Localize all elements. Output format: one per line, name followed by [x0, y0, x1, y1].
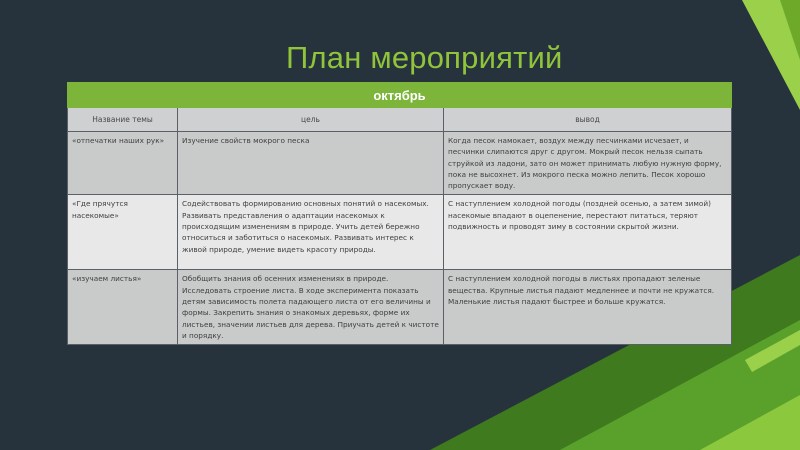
month-header: октябрь: [68, 83, 732, 108]
table-row: [68, 195, 732, 270]
row-conclusion: Когда песок намокает, воздух между песчинками исчезает, и песчинки слипаются друг с другом. Мокрый песок нельзя сыпать струйкой из ладони, зато он может принимать любую нужную форму, пока не высохнет. Из мокрого песка можно лепить. Песок хорошо пропускает воду.: [444, 132, 732, 195]
row-goal: Изучение свойств мокрого песка: [178, 132, 444, 195]
plan-table: [67, 82, 732, 345]
row-conclusion: С наступлением холодной погоды (поздней осенью, а затем зимой) насекомые впадают в оцепенение, перестают питаться, теряют подвижность и проводят зиму в состоянии скрытой жизни.: [444, 195, 732, 270]
row-topic: «Где прячутся насекомые»: [68, 195, 178, 270]
table-row: [68, 132, 732, 195]
row-topic: «изучаем листья»: [68, 270, 178, 345]
column-headers-row: [68, 108, 732, 132]
row-goal: Обобщить знания об осенних изменениях в природе. Исследовать строение листа. В ходе эксперимента показать детям зависимость полета падающего листа от его величины и формы. Закрепить знания о знакомых деревьях, форме их листьев, значении листьев для дерева. Приучать детей к чистоте и порядку.: [178, 270, 444, 345]
row-goal: Содействовать формированию основных понятий о насекомых. Развивать представления о адаптации насекомых к происходящим изменениям в природе. Учить детей бережно относиться и заботиться о насекомых. Развивать интерес к живой природе, умение видеть красоту природы.: [178, 195, 444, 270]
column-header-topic: Название темы: [68, 108, 178, 132]
column-header-conclusion: вывод: [444, 108, 732, 132]
row-conclusion: С наступлением холодной погоды в листьях пропадают зеленые вещества. Крупные листья падают медленнее и почти не кружатся. Маленькие листья падают быстрее и больше кружатся.: [444, 270, 732, 345]
slide-title: План мероприятий: [286, 40, 563, 75]
row-topic: «отпечатки наших рук»: [68, 132, 178, 195]
table-row: [68, 270, 732, 345]
column-header-goal: цель: [178, 108, 444, 132]
table-header-row: [68, 83, 732, 108]
